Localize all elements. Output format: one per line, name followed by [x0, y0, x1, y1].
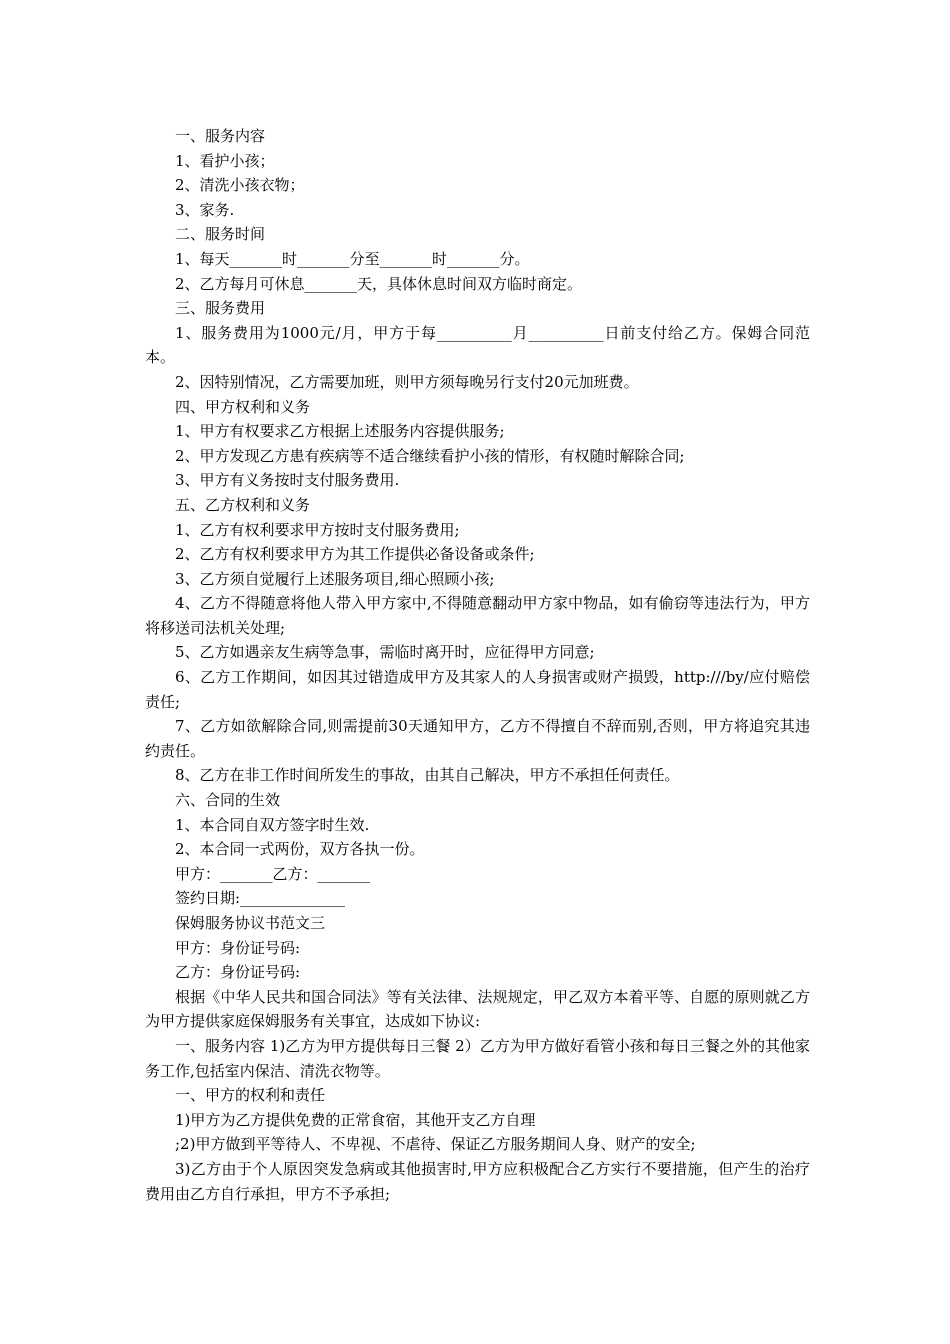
clause-emergency-illness: 3)乙方由于个人原因突发急病或其他损害时,甲方应积极配合乙方实行不要措施，但产生的治疗费用由乙方自行承担，甲方不予承担;	[145, 1159, 810, 1203]
clause-party-b-right-3: 3、乙方须自觉履行上述服务项目,细心照顾小孩;	[175, 569, 495, 588]
clause-party-b-right-5: 5、乙方如遇亲友生病等急事，需临时离开时，应征得甲方同意;	[175, 643, 595, 662]
section-heading-party-a-responsibilities: 一、甲方的权利和责任	[175, 1086, 326, 1105]
agreement-preamble: 根据《中华人民共和国合同法》等有关法律、法规规定，甲乙双方本着平等、自愿的原则就乙方为甲方提供家庭保姆服务有关事宜，达成如下协议:	[145, 987, 810, 1031]
clause-party-a-right-1: 1、甲方有权要求乙方根据上述服务内容提供服务;	[175, 422, 505, 441]
clause-service-content-detail: 一、服务内容 1)乙方为甲方提供每日三餐 2）乙方为甲方做好看管小孩和每日三餐之外的其他家务工作,包括室内保洁、清洗衣物等。	[145, 1036, 810, 1080]
party-a-id-line: 甲方：身份证号码:	[175, 938, 301, 957]
clause-party-b-right-6: 6、乙方工作期间，如因其过错造成甲方及其家人的人身损害或财产损毁，http:///by/应付赔偿责任;	[145, 668, 810, 711]
clause-party-b-right-4: 4、乙方不得随意将他人带入甲方家中,不得随意翻动甲方家中物品，如有偷窃等违法行为，甲方将移送司法机关处理;	[145, 594, 810, 637]
clause-effective-on-signing: 1、本合同自双方签字时生效.	[175, 815, 370, 834]
section-heading-party-a-rights: 四、甲方权利和义务	[175, 397, 311, 416]
clause-daily-hours: 1、每天_______时_______分至_______时_______分。	[175, 249, 530, 268]
clause-3-housework: 3、家务.	[175, 200, 235, 219]
sample-three-title: 保姆服务协议书范文三	[175, 914, 326, 932]
clause-2-laundry: 2、清洗小孩衣物；	[175, 176, 305, 195]
section-heading-contract-effect: 六、合同的生效	[175, 791, 281, 810]
signing-date-line: 签约日期:______________	[175, 889, 346, 908]
clause-party-b-right-7: 7、乙方如欲解除合同,则需提前30天通知甲方，乙方不得擅自不辞而别,否则，甲方将追究其违约责任。	[145, 717, 810, 760]
clause-party-b-right-2: 2、乙方有权利要求甲方为其工作提供必备设备或条件;	[175, 545, 535, 564]
clause-party-a-right-2: 2、甲方发现乙方患有疾病等不适合继续看护小孩的情形，有权随时解除合同;	[175, 446, 685, 465]
document-body	[145, 124, 810, 1206]
clause-equal-treatment: ;2)甲方做到平等待人、不卑视、不虐待、保证乙方服务期间人身、财产的安全;	[175, 1135, 696, 1154]
clause-monthly-fee: 1、服务费用为1000元/月，甲方于每__________月__________日前支付给乙方。保姆合同范本。	[145, 323, 810, 367]
section-heading-party-b-rights: 五、乙方权利和义务	[175, 495, 311, 514]
section-heading-service-fee: 三、服务费用	[175, 299, 266, 318]
clause-overtime-fee: 2、因特别情况，乙方需要加班，则甲方须每晚另行支付20元加班费。	[175, 372, 639, 391]
clause-1-childcare: 1、看护小孩；	[175, 151, 275, 170]
party-b-id-line: 乙方：身份证号码:	[175, 963, 301, 982]
clause-party-a-right-3: 3、甲方有义务按时支付服务费用.	[175, 471, 400, 490]
clause-party-b-right-8: 8、乙方在非工作时间所发生的事故，由其自己解决，甲方不承担任何责任。	[175, 766, 680, 785]
clause-two-copies: 2、本合同一式两份，双方各执一份。	[175, 840, 425, 859]
section-heading-service-content: 一、服务内容	[175, 127, 266, 145]
clause-free-board: 1)甲方为乙方提供免费的正常食宿，其他开支乙方自理	[175, 1110, 536, 1129]
section-heading-service-time: 二、服务时间	[175, 225, 266, 244]
clause-party-b-right-1: 1、乙方有权利要求甲方按时支付服务费用;	[175, 520, 460, 539]
clause-monthly-rest: 2、乙方每月可休息_______天，具体休息时间双方临时商定。	[175, 274, 583, 293]
signature-line: 甲方：_______乙方：_______	[175, 864, 371, 883]
